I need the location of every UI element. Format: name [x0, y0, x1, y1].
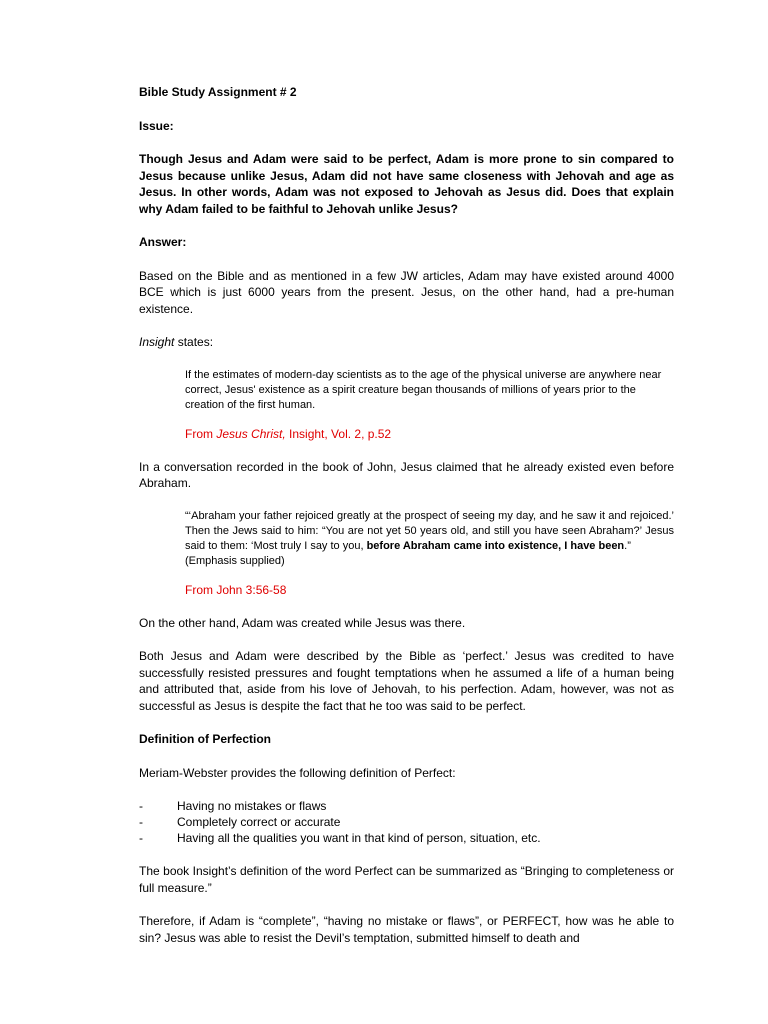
- issue-text: Though Jesus and Adam were said to be perfect, Adam is more prone to sin compared to Jesus because unlike Jesus, Adam did not have same closeness with Jehovah and age as Jesus. In other words, Adam was not exposed to Jehovah as Jesus did. Does that explain why Adam failed to be faithful to Jehovah unlike Jesus?: [139, 152, 674, 216]
- answer-paragraph-6: The book Insight’s definition of the word Perfect can be summarized as “Bringing to completeness or full measure.”: [139, 864, 674, 895]
- issue-label: Issue:: [139, 118, 174, 133]
- john-quote-start: “‘Abraham your father rejoiced greatly at the prospect of seeing my day, and he saw it and rejoiced.’ Then the Jews said to him: “You are not yet 50 years old, and still you have seen Abraham?’ Jesus said to them: ‘Most truly I say to you,: [185, 509, 674, 552]
- answer-paragraph-3: On the other hand, Adam was created while Jesus was there.: [139, 615, 466, 630]
- emphasis-note: (Emphasis supplied): [185, 554, 285, 567]
- list-item: - Having no mistakes or flaws: [139, 798, 674, 814]
- insight-rest: states:: [174, 335, 214, 349]
- source-insight-italic: Jesus Christ,: [216, 426, 286, 441]
- answer-paragraph-1: Based on the Bible and as mentioned in a few JW articles, Adam may have existed around 4000 BCE which is just 6000 years from the present. Jesus, on the other hand, had a pre-human existence.: [139, 268, 674, 316]
- answer-paragraph-7: Therefore, if Adam is “complete”, “having no mistake or flaws”, or PERFECT, how was he able to sin? Jesus was able to resist the Devil’s temptation, submitted himself to death and: [139, 914, 674, 945]
- definition-heading: Definition of Perfection: [139, 732, 271, 746]
- john-quote-end: .”: [624, 539, 631, 552]
- answer-paragraph-4: Both Jesus and Adam were described by the Bible as ‘perfect.’ Jesus was credited to have successfully resisted pressures and fought temptations when he assumed a life of a human being and attributed that, aside from his love of Jehovah, to his perfection. Adam, however, was not as successful as Jesus is despite the fact that he too was said to be perfect.: [139, 649, 674, 713]
- insight-italic: Insight: [139, 335, 175, 349]
- answer-paragraph-2: In a conversation recorded in the book of John, Jesus claimed that he already existed even before Abraham.: [139, 459, 674, 490]
- definition-list: [139, 798, 674, 846]
- answer-paragraph-5: Meriam-Webster provides the following definition of Perfect:: [139, 765, 456, 780]
- insight-quote: If the estimates of modern-day scientists as to the age of the physical universe are anywhere near correct, Jesus' existence as a spirit creature began thousands of millions of years prior to the creation of the first human.: [185, 368, 662, 411]
- source-john: From John 3:56-58: [185, 582, 287, 597]
- insight-intro: [139, 334, 674, 351]
- john-quote-bold: before Abraham came into existence, I have been: [366, 539, 625, 552]
- answer-label: Answer:: [139, 235, 187, 249]
- document-title: Bible Study Assignment # 2: [139, 85, 297, 99]
- source-insight-prefix: From: [185, 426, 217, 441]
- john-quote-block: [139, 509, 674, 569]
- source-insight: [185, 426, 674, 442]
- source-insight-rest: Insight, Vol. 2, p.52: [285, 426, 392, 441]
- john-quote: [185, 509, 674, 554]
- list-item: - Having all the qualities you want in that kind of person, situation, etc.: [139, 830, 674, 846]
- list-item: - Completely correct or accurate: [139, 814, 674, 830]
